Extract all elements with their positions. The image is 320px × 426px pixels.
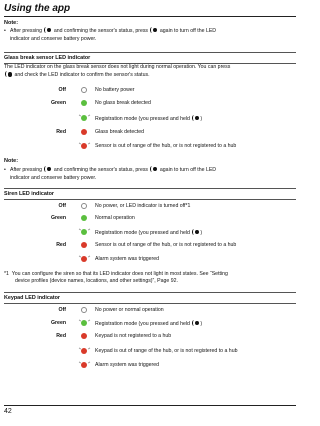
led-off-icon (81, 203, 87, 209)
led-state-text: Registration mode (you pressed and held ) (95, 321, 203, 327)
wifi-button-icon (150, 166, 157, 172)
wifi-button-icon (150, 27, 157, 33)
led-state-label: Green (51, 100, 66, 106)
led-state-text: Normal operation (95, 215, 135, 221)
led-red-icon (81, 333, 87, 339)
note-label: Note: (4, 20, 19, 26)
page-number: 42 (4, 408, 12, 415)
led-state-text: Keypad is out of range of the hub, or is not registered to a hub (95, 348, 238, 354)
wifi-button-icon (192, 229, 199, 235)
led-state-label: Red (56, 333, 66, 339)
note-bullet: • After pressing and confirming the sensor's status, press again to turn off the LED indicator and conserve battery power. (4, 28, 217, 42)
led-state-text: No battery power (95, 87, 135, 93)
led-state-label: Red (56, 242, 66, 248)
led-state-text: Keypad is not registered to a hub (95, 333, 172, 339)
wifi-button-icon (44, 166, 51, 172)
led-red-flashing-icon (81, 143, 87, 149)
led-state-text: Registration mode (you pressed and held ) (95, 116, 203, 122)
led-state-label: Green (51, 320, 66, 326)
led-state-label: Red (56, 129, 66, 135)
led-red-icon (81, 129, 87, 135)
led-green-icon (81, 215, 87, 221)
led-red-flashing-icon (81, 348, 87, 354)
led-state-text: No glass break detected (95, 100, 151, 106)
section-title: Glass break sensor LED indicator (4, 55, 91, 61)
led-state-text: Glass break detected (95, 129, 145, 135)
section-title: Keypad LED indicator (4, 295, 61, 301)
footnote: *1 You can configure the siren so that its LED indicator does not light in most states. See “Setting device profiles (device names, locations, and other settings)”, Page 92. (4, 271, 228, 285)
led-red-flashing-icon (81, 362, 87, 368)
section-divider (4, 303, 296, 304)
led-green-icon (81, 100, 87, 106)
section-title: Siren LED indicator (4, 191, 55, 197)
led-state-text: Registration mode (you pressed and held ) (95, 230, 203, 236)
section-divider (4, 199, 296, 200)
led-red-flashing-icon (81, 256, 87, 262)
led-red-icon (81, 242, 87, 248)
section-divider (4, 292, 296, 293)
led-state-label: Green (51, 215, 66, 221)
led-state-text: Alarm system was triggered (95, 256, 159, 262)
bullet-icon: • (4, 28, 6, 34)
wifi-button-icon (5, 71, 12, 77)
led-green-flashing-icon (81, 320, 87, 326)
led-state-text: Sensor is out of range of the hub, or is not registered to a hub (95, 242, 237, 248)
header-divider (4, 16, 296, 17)
wifi-button-icon (192, 115, 199, 121)
page-header-title: Using the app (4, 3, 71, 14)
led-green-flashing-icon (81, 229, 87, 235)
led-state-text: Sensor is out of range of the hub, or is not registered to a hub (95, 143, 237, 149)
note-label: Note: (4, 158, 19, 164)
led-state-label: Off (58, 203, 66, 209)
led-state-text: Alarm system was triggered (95, 362, 159, 368)
led-state-text: No power or normal operation (95, 307, 164, 313)
led-off-icon (81, 307, 87, 313)
led-state-label: Off (58, 307, 66, 313)
led-state-text: No power, or LED indicator is turned off*1 (95, 203, 191, 209)
section-divider (4, 52, 296, 53)
wifi-button-icon (192, 320, 199, 326)
glass-description: The LED indicator on the glass break sensor does not light during normal operation. You can press and check the LED indicator to confirm the sensor's status. (4, 64, 231, 79)
led-state-label: Off (58, 87, 66, 93)
led-green-flashing-icon (81, 115, 87, 121)
footer-divider (4, 405, 296, 406)
wifi-button-icon (44, 27, 51, 33)
section-divider (4, 188, 296, 189)
note-bullet: • After pressing and confirming the sensor's status, press again to turn off the LED indicator and conserve battery power. (4, 167, 217, 181)
led-off-icon (81, 87, 87, 93)
bullet-icon: • (4, 167, 6, 173)
